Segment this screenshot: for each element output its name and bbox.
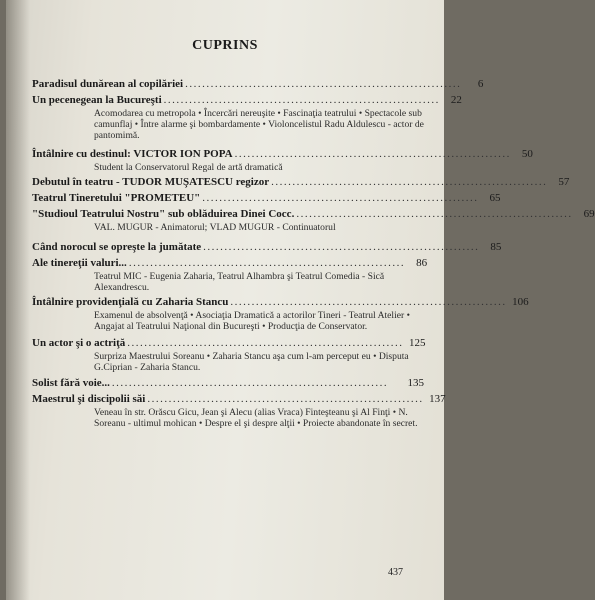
toc-entry: Teatrul Tineretului "PROMETEU" ................................................................. 65 [32, 192, 501, 204]
toc-entry: Ale tinereţii valuri... ................................................................. 86 Teatrul MIC - Eugenia Zaharia, Teatrul Alhambra şi Teatrul Comedia - Sică Alexandrescu. [32, 257, 428, 293]
toc-entry-title: Ale tinereţii valuri... [32, 257, 127, 269]
page-title: CUPRINS [192, 38, 258, 53]
toc-entry-title: Un actor şi o actriţă [32, 337, 126, 349]
toc-entry-subtopics: Examenul de absolvenţă • Asociaţia Dramatică a actorilor Tineri - Teatrul Atelier • Angajat al Teatrului Naţional din Bucureşti • Producţia de Conservator. [94, 310, 410, 332]
toc-entry-page: 106 [512, 296, 529, 308]
toc-entry: "Studioul Teatrului Nostru" sub oblăduirea Dinei Cocc. ................................................................. 69 VAL. MUGUR - Animatorul; VLAD MUGUR - Continuatorul [32, 208, 595, 233]
toc-entry-subtopics: Acomodarea cu metropola • Încercări nereuşite • Fascinaţia teatrului • Spectacole sub camunflaj • Între alarme şi bombardamente • Violoncelistul Radu Aldulescu - actor de pantomimă. [94, 108, 424, 141]
toc-entry: Când norocul se opreşte la jumătate ................................................................. 85 [32, 241, 502, 253]
toc-entry-page: 65 [489, 192, 501, 204]
toc-entry-page: 57 [558, 176, 570, 188]
toc-entry-page: 135 [407, 377, 424, 389]
toc-entry-title: Teatrul Tineretului "PROMETEU" [32, 192, 201, 204]
toc-entry: Solist fără voie... ................................................................. 135 [32, 377, 424, 389]
toc-entry-page: 6 [477, 78, 484, 90]
toc-entry: Paradisul dunărean al copilăriei ................................................................. 6 [32, 78, 484, 90]
toc-entry-page: 22 [450, 94, 462, 106]
binding-shadow [6, 0, 30, 600]
toc-entry-title: Întâlnire providenţială cu Zaharia Stancu [32, 296, 229, 308]
toc-entry-page: 137 [429, 393, 446, 405]
toc-entry-title: Debutul în teatru - TUDOR MUŞATESCU regizor [32, 176, 270, 188]
toc-entry: Maestrul şi discipolii săi ................................................................. 137 Veneau în str. Orăscu Gicu, Jean şi Alecu (alias Vraca) Finteşteanu şi Al Finţi • N. Soreanu - ultimul mohican • Despre el şi despre alţii • Proiecte abandonate în secret. [32, 393, 446, 429]
page-number: 437 [388, 567, 403, 578]
toc-entry-page: 86 [416, 257, 428, 269]
toc-entry-title: Paradisul dunărean al copilăriei [32, 78, 184, 90]
book-page [6, 0, 595, 600]
toc-entry-title: Maestrul şi discipolii săi [32, 393, 146, 405]
toc-entry-subtopics: Veneau în str. Orăscu Gicu, Jean şi Alecu (alias Vraca) Finteşteanu şi Al Finţi • N. Soreanu - ultimul mohican • Despre el şi despre alţii • Proiecte abandonate în secret. [94, 407, 418, 429]
toc-entry-subtopics: Surpriza Maestrului Soreanu • Zaharia Stancu aşa cum l-am perceput eu • Disputa G.Ciprian - Zaharia Stancu. [94, 351, 409, 373]
toc-entry: Un pecenegean la Bucureşti ................................................................. 22 Acomodarea cu metropola • Încercări nereuşite • Fascinaţia teatrului • Spectacole sub camunflaj • Între alarme şi bombardamente • Violoncelistul Radu Aldulescu - actor de pantomimă. [32, 94, 462, 141]
toc-entry: Întâlnire cu destinul: VICTOR ION POPA ................................................................. 50 Student la Conservatorul Regal de artă dramatică [32, 148, 533, 173]
toc-entry-title: Întâlnire cu destinul: VICTOR ION POPA [32, 148, 233, 160]
toc-entry-page: 69 [583, 208, 595, 220]
toc-entry: Debutul în teatru - TUDOR MUŞATESCU regizor ................................................................. 57 [32, 176, 570, 188]
toc-entry-subtopics: VAL. MUGUR - Animatorul; VLAD MUGUR - Continuatorul [94, 222, 336, 233]
toc-entry-subtopics: Student la Conservatorul Regal de artă dramatică [94, 162, 283, 173]
toc-entry-title: "Studioul Teatrului Nostru" sub oblăduirea Dinei Cocc. [32, 208, 295, 220]
toc-entry-page: 125 [409, 337, 426, 349]
toc-entry-subtopics: Teatrul MIC - Eugenia Zaharia, Teatrul Alhambra şi Teatrul Comedia - Sică Alexandrescu. [94, 271, 385, 293]
toc-entry: Un actor şi o actriţă ................................................................. 125 Surpriza Maestrului Soreanu • Zaharia Stancu aşa cum l-am perceput eu • Disputa G.Ciprian - Zaharia Stancu. [32, 337, 426, 373]
toc-entry-title: Când norocul se opreşte la jumătate [32, 241, 202, 253]
toc-entry-title: Un pecenegean la Bucureşti [32, 94, 162, 106]
toc-entry-title: Solist fără voie... [32, 377, 110, 389]
table-of-contents [32, 78, 595, 429]
toc-entry-page: 85 [490, 241, 502, 253]
toc-entry: Întâlnire providenţială cu Zaharia Stancu ................................................................. 106 Examenul de absolvenţă • Asociaţia Dramatică a actorilor Tineri - Teatrul Atelier • Angajat al Teatrului Naţional din Bucureşti • Producţia de Conservator. [32, 296, 529, 332]
toc-entry-page: 50 [521, 148, 533, 160]
